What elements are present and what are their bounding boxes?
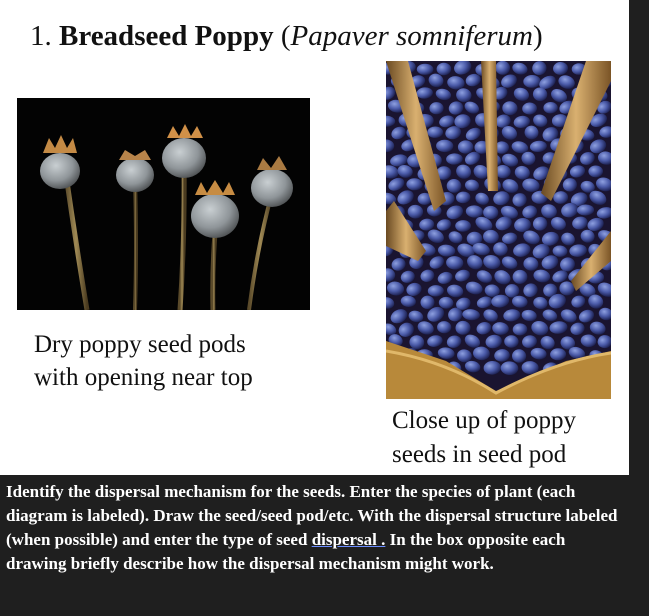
slide-title: 1. Breadseed Poppy (Papaver somniferum): [30, 20, 543, 52]
seeds-caption-line1: Close up of poppy: [392, 407, 577, 434]
title-number: 1.: [30, 20, 52, 52]
pods-caption: [34, 328, 253, 394]
pods-caption-line1: Dry poppy seed pods: [34, 331, 246, 358]
seeds-caption-line2: seeds in seed pod: [392, 441, 567, 468]
instructions-part1: Identify the dispersal mechanism for the seeds. Enter the species of plant (each diagram is labeled). Draw the seed/seed pod/etc. With the dispersal structure labeled (when possible) and enter the type of seed: [6, 482, 618, 549]
poppy-seeds-closeup-photo: [386, 61, 611, 399]
instructions-text: [6, 480, 626, 576]
title-common-name: Breadseed Poppy: [59, 20, 274, 52]
dry-poppy-pods-photo: [17, 98, 310, 310]
instructions-part2: In the box opposite each drawing briefly describe how the dispersal mechanism might work.: [6, 530, 566, 573]
pods-caption-line2: with opening near top: [34, 364, 253, 391]
seeds-caption: [392, 404, 576, 472]
instructions-underlined-word: dispersal .: [311, 530, 386, 549]
title-latin-name: Papaver somniferum: [290, 20, 533, 52]
